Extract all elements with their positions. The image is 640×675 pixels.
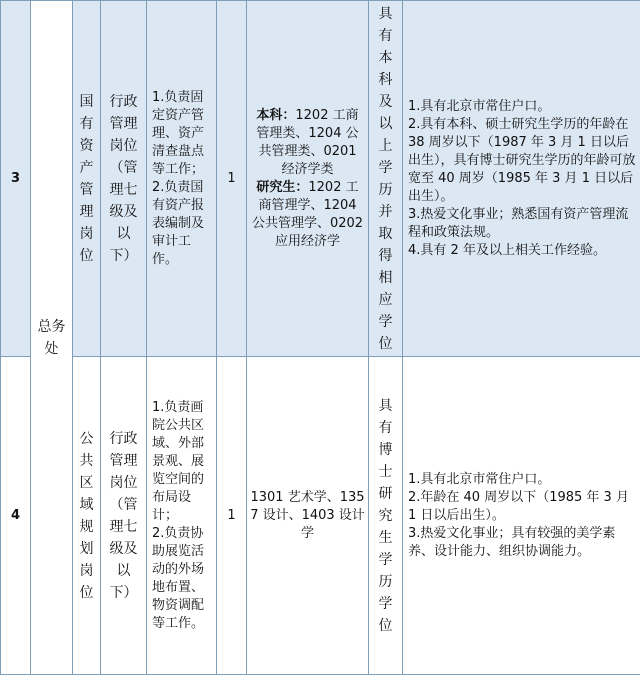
major-undergrad xyxy=(250,107,365,179)
table-row xyxy=(1,357,640,675)
major-undergrad-text: 1202 工商管理类、1204 公共管理类、0201 经济学类 xyxy=(256,108,358,177)
category-cell xyxy=(101,1,147,357)
category-cell xyxy=(101,357,147,675)
requirement-item: 2.具有本科、硕士研究生学历的年龄在 38 周岁以下（1987 年 3 月 1 日以后出生），具有博士研究生学历的年龄可放宽至 40 周岁（1985 年 3 月 1 日以后出生）。 xyxy=(408,116,636,206)
education-requirement: 具有本科及以上学历并取得相应学位 xyxy=(378,3,394,355)
requirement-item: 3.热爱文化事业；熟悉国有资产管理流程和政策法规。 xyxy=(408,206,636,242)
duty-item: 1.负责固定资产管理、资产清查盘点等工作； xyxy=(152,89,213,179)
major-graduate xyxy=(250,179,365,251)
duty-item: 1.负责画院公共区域、外部景观、展览空间的布局设计； xyxy=(152,399,213,525)
row-number: 4 xyxy=(1,357,31,675)
major-cell xyxy=(247,1,369,357)
row-number: 3 xyxy=(1,1,31,357)
duty-item: 2.负责协助展览活动的外场地布置、物资调配等工作。 xyxy=(152,525,213,633)
requirement-item: 1.具有北京市常住户口。 xyxy=(408,98,636,116)
position-category: 行政管理岗位（管理七级及以下） xyxy=(109,428,139,604)
department-cell xyxy=(31,1,73,675)
position-cell xyxy=(73,1,101,357)
education-cell xyxy=(369,1,403,357)
requirement-item: 4.具有 2 年及以上相关工作经验。 xyxy=(408,242,636,260)
requirements-cell xyxy=(403,357,640,675)
major-cell xyxy=(247,357,369,675)
headcount: 1 xyxy=(217,357,247,675)
major-undergrad-label: 本科： xyxy=(256,108,295,123)
major-text: 1301 艺术学、1357 设计、1403 设计学 xyxy=(250,489,365,543)
requirements-cell xyxy=(403,1,640,357)
duties-cell xyxy=(147,357,217,675)
position-category: 行政管理岗位（管理七级及以下） xyxy=(109,91,139,267)
requirement-item: 3.热爱文化事业；具有较强的美学素养、设计能力、组织协调能力。 xyxy=(408,525,636,561)
duties-cell xyxy=(147,1,217,357)
education-requirement: 具有博士研究生学历学位 xyxy=(378,395,394,637)
requirement-item: 1.具有北京市常住户口。 xyxy=(408,471,636,489)
requirement-item: 2.年龄在 40 周岁以下（1985 年 3 月 1 日以后出生）。 xyxy=(408,489,636,525)
table-row xyxy=(1,1,640,357)
department-label: 总务处 xyxy=(37,316,67,360)
major-graduate-text: 1202 工商管理学、1204 公共管理学、0202 应用经济学 xyxy=(252,180,363,249)
position-name: 国有资产管理岗位 xyxy=(79,91,95,267)
headcount: 1 xyxy=(217,1,247,357)
position-name: 公共区域规划岗位 xyxy=(79,428,95,604)
education-cell xyxy=(369,357,403,675)
major-graduate-label: 研究生： xyxy=(256,180,308,195)
position-cell xyxy=(73,357,101,675)
duty-item: 2.负责国有资产报表编制及审计工作。 xyxy=(152,179,213,269)
